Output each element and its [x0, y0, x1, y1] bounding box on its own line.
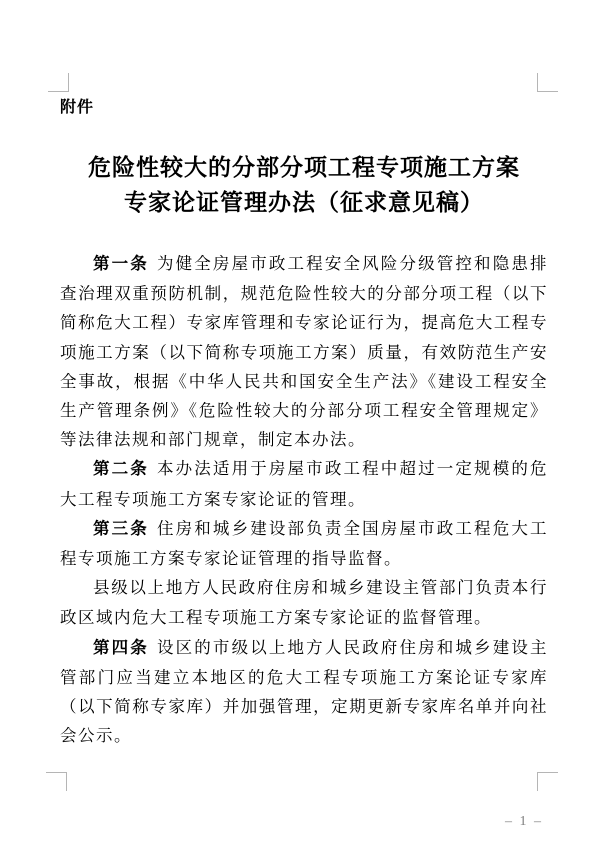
article-1-text: 为健全房屋市政工程安全风险分级管控和隐患排查治理双重预防机制，规范危险性较大的分部分项工程（以下简称危大工程）专家库管理和专家论证行为，提高危大工程专项施工方案（以下简称专项施工方案）质量，有效防范生产安全事故，根据《中华人民共和国安全生产法》《建设工程安全生产管理条例》《危险性较大的分部分项工程安全管理规定》等法律法规和部门规章，制定本办法。 — [60, 254, 549, 450]
attachment-label: 附件 — [60, 99, 95, 116]
document-content — [60, 0, 548, 750]
crop-mark-bottom-right — [537, 772, 558, 791]
article-3-number: 第三条 — [93, 519, 149, 538]
paragraph-article-4 — [60, 633, 548, 751]
paragraph-article-1 — [60, 249, 548, 454]
page-number: – 1 – — [505, 814, 543, 829]
document-body — [60, 249, 548, 750]
document-title-line-2: 专家论证管理办法（征求意见稿） — [124, 190, 484, 215]
paragraph-article-3 — [60, 514, 548, 573]
article-4-number: 第四条 — [93, 638, 149, 657]
article-4-text: 设区的市级以上地方人民政府住房和城乡建设主管部门应当建立本地区的危大工程专项施工方案论证专家库（以下简称专家库）并加强管理，定期更新专家库名单并向社会公示。 — [60, 637, 549, 746]
article-3-text: 住房和城乡建设部负责全国房屋市政工程危大工程专项施工方案专家论证管理的指导监督。 — [60, 518, 549, 569]
document-title-line-1: 危险性较大的分部分项工程专项施工方案 — [88, 155, 520, 180]
article-2-number: 第二条 — [93, 460, 149, 479]
paragraph-article-3-continued — [60, 573, 548, 632]
article-2-text: 本办法适用于房屋市政工程中超过一定规模的危大工程专项施工方案专家论证的管理。 — [60, 459, 549, 509]
article-3b-text: 县级以上地方人民政府住房和城乡建设主管部门负责本行政区域内危大工程专项施工方案专家论证的监督管理。 — [60, 578, 548, 628]
crop-mark-bottom-left — [46, 772, 67, 791]
paragraph-article-2 — [60, 454, 548, 513]
article-1-number: 第一条 — [93, 255, 149, 273]
document-title — [60, 150, 548, 220]
